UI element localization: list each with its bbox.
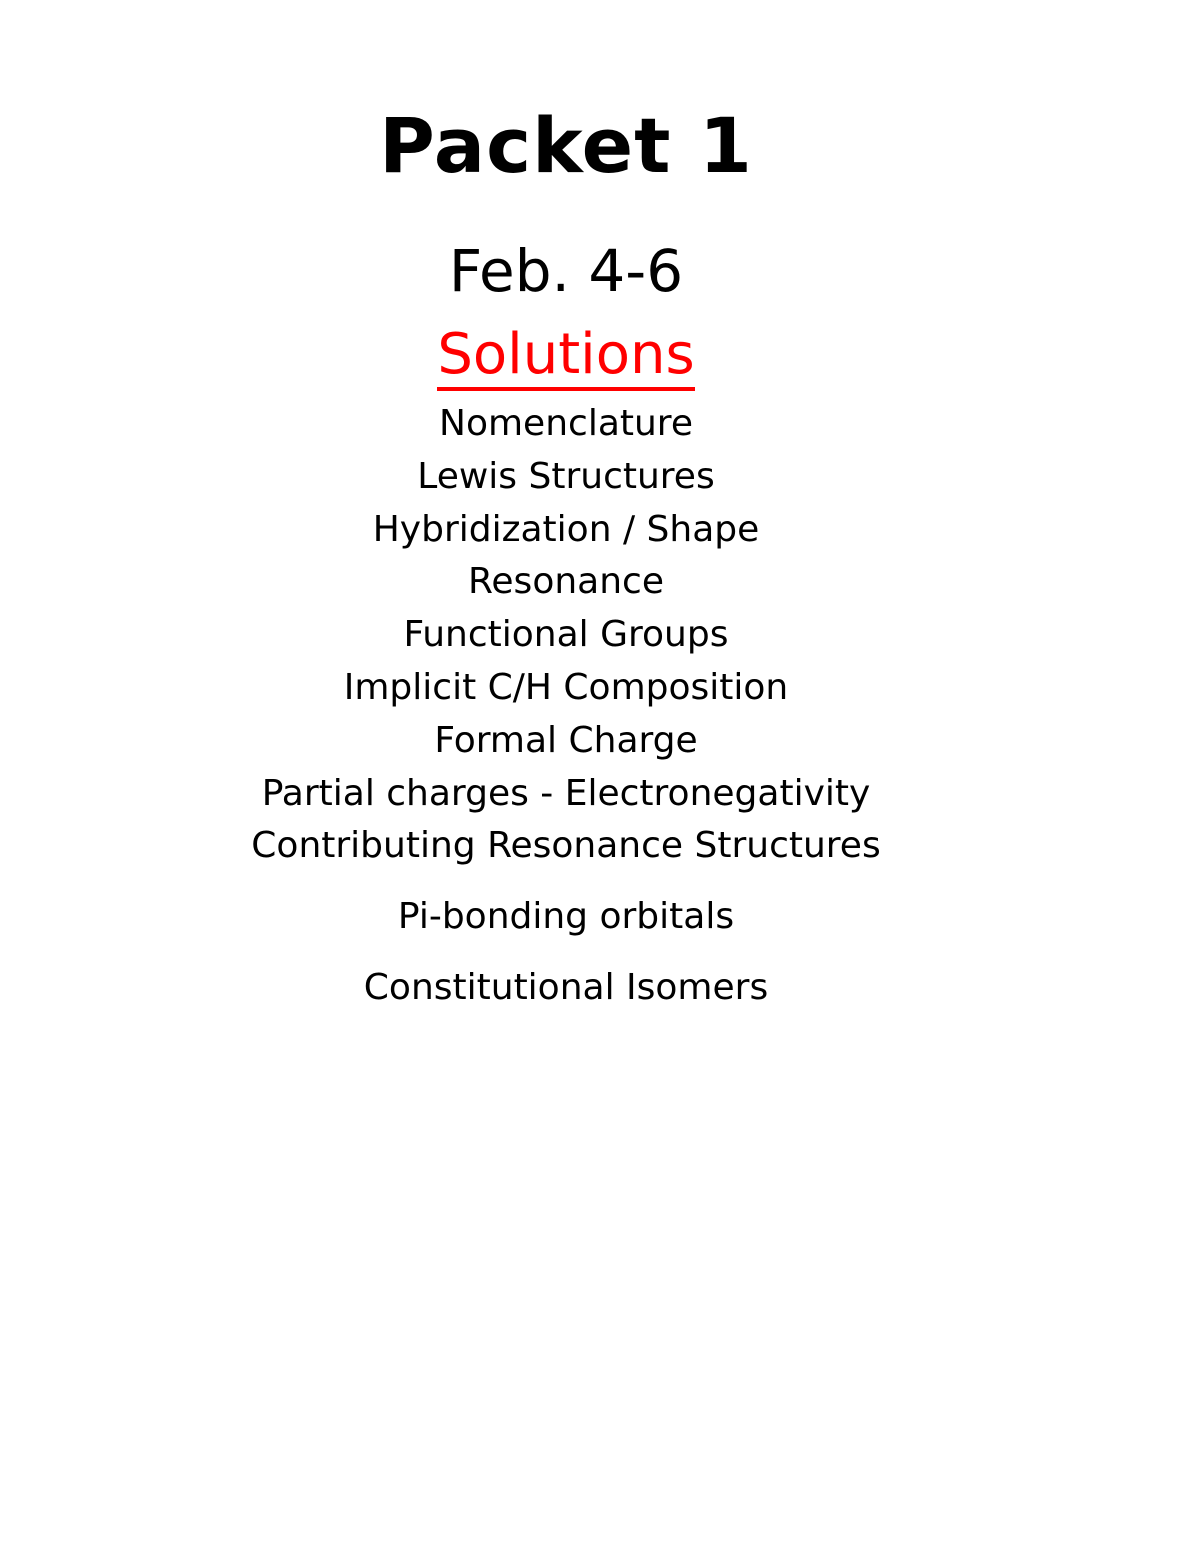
topic-item: Functional Groups (403, 614, 729, 656)
page-title: Packet 1 (379, 101, 753, 190)
topic-item: Hybridization / Shape (372, 508, 760, 550)
topic-item: Implicit C/H Composition (343, 666, 789, 708)
topic-item: Pi-bonding orbitals (397, 896, 735, 938)
topic-item: Constitutional Isomers (363, 966, 769, 1008)
topic-list (0, 398, 1166, 1015)
topic-item: Partial charges - Electronegativity (261, 772, 871, 814)
date-range: Feb. 4-6 (448, 237, 684, 305)
subtitle-text: Solutions (437, 323, 694, 391)
topic-item: Resonance (468, 561, 664, 603)
subtitle (0, 320, 1166, 391)
topic-item: Nomenclature (439, 403, 693, 444)
topic-item: Lewis Structures (417, 455, 715, 497)
topic-item: Formal Charge (434, 719, 698, 761)
topic-item: Contributing Resonance Structures (251, 825, 881, 867)
